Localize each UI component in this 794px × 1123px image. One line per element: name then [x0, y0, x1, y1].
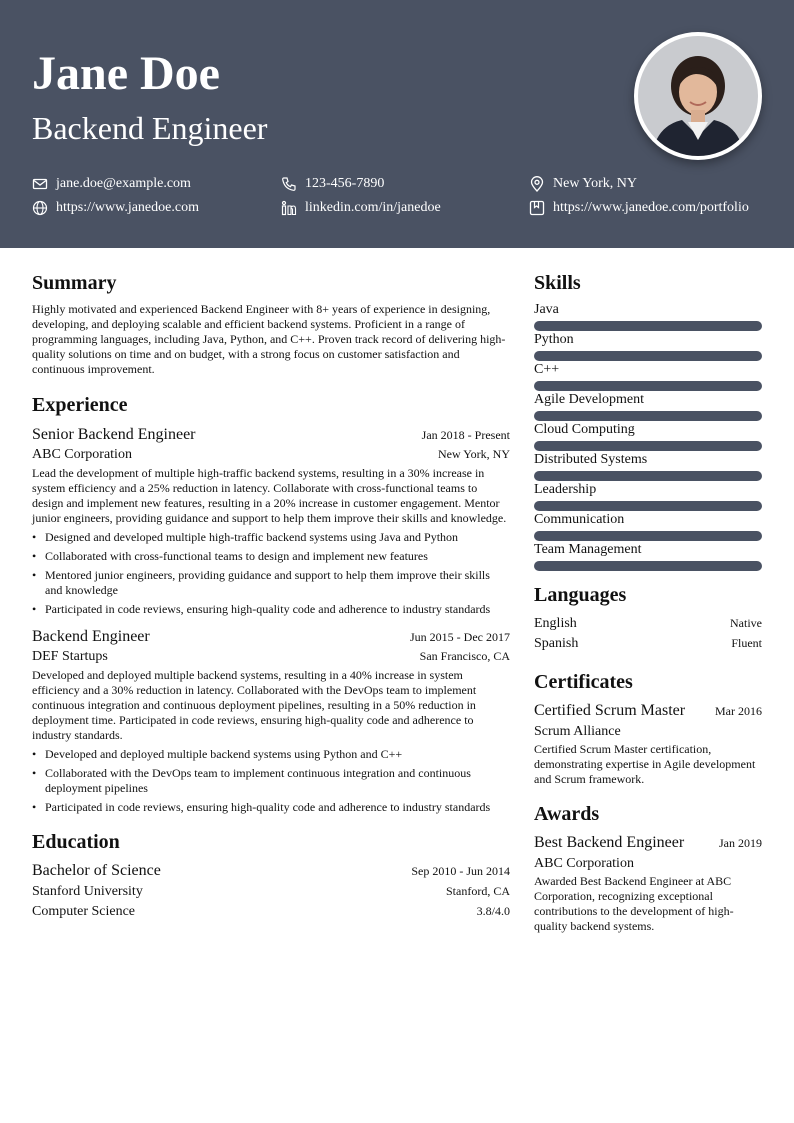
award-date: Jan 2019 — [719, 836, 762, 850]
globe-icon — [32, 200, 48, 216]
skill-name: Cloud Computing — [534, 422, 635, 437]
language-name: English — [534, 616, 577, 631]
skill-name: Agile Development — [534, 392, 645, 407]
certificate-description: Certified Scrum Master certification, demonstrating expertise in Agile development and Scrum framework. — [534, 742, 756, 786]
skills-section — [534, 270, 762, 570]
skill-item — [534, 480, 762, 510]
certificates-heading: Certificates — [534, 671, 633, 693]
skill-name: Java — [534, 302, 559, 317]
certificate-name: Certified Scrum Master — [534, 702, 686, 719]
candidate-name: Jane Doe — [32, 47, 220, 100]
skill-item — [534, 420, 762, 450]
contact-website-text: https://www.janedoe.com — [56, 200, 199, 215]
skill-item — [534, 540, 762, 570]
profile-photo — [634, 32, 762, 160]
list-item: • Developed and deployed multiple backend systems using Python and C++ — [32, 747, 510, 762]
list-item: • Participated in code reviews, ensuring high-quality code and adherence to industry standards — [32, 800, 510, 815]
portfolio-icon — [529, 200, 545, 216]
language-name: Spanish — [534, 636, 579, 651]
experience-entry — [32, 627, 510, 815]
languages-section — [534, 582, 762, 653]
gpa: 3.8/4.0 — [476, 904, 510, 918]
list-item: • Mentored junior engineers, providing guidance and support to help them improve their skills and knowledge — [32, 568, 510, 598]
skills-list — [534, 300, 762, 570]
skill-item — [534, 330, 762, 360]
skill-item — [534, 450, 762, 480]
contact-email[interactable] — [32, 174, 191, 194]
candidate-title: Backend Engineer — [32, 110, 268, 146]
right-column — [534, 270, 762, 934]
awards-heading: Awards — [534, 803, 600, 825]
job-description: Lead the development of multiple high-traffic backend systems, resulting in a 30% increase in system efficiency and a 25% reduction in latency. Collaborate with cross-functional teams to design and implement new features, resulting in a 20% increase in customer engagement. Mentor junior engineers, providing guidance and support to help them improve their skills and knowledge. — [32, 466, 507, 525]
list-item: • Designed and developed multiple high-traffic backend systems using Java and Python — [32, 530, 510, 545]
job-dates: Jan 2018 - Present — [421, 428, 510, 442]
contact-location-text: New York, NY — [553, 176, 638, 191]
experience-section — [32, 392, 510, 815]
job-bullets — [32, 747, 510, 815]
skill-item — [534, 510, 762, 540]
resume-header — [0, 0, 794, 248]
contact-portfolio[interactable] — [529, 198, 749, 218]
awards-section — [534, 801, 762, 934]
school: Stanford University — [32, 884, 143, 899]
language-level: Fluent — [731, 636, 762, 650]
contact-location — [529, 174, 637, 194]
job-company: DEF Startups — [32, 649, 108, 664]
contact-phone[interactable] — [281, 174, 384, 194]
language-item — [534, 634, 762, 653]
skill-name: C++ — [534, 362, 560, 377]
award-name: Best Backend Engineer — [534, 834, 685, 851]
skill-name: Distributed Systems — [534, 452, 648, 467]
left-column — [32, 270, 510, 921]
field-of-study: Computer Science — [32, 904, 136, 919]
contact-portfolio-text: https://www.janedoe.com/portfolio — [553, 200, 749, 215]
contact-phone-text: 123-456-7890 — [305, 176, 385, 191]
list-item: • Participated in code reviews, ensuring high-quality code and adherence to industry standards — [32, 602, 510, 617]
location-pin-icon — [529, 176, 545, 192]
skill-level-track — [534, 561, 762, 571]
job-location: New York, NY — [437, 447, 510, 461]
contact-linkedin-text: linkedin.com/in/janedoe — [305, 200, 441, 215]
summary-heading: Summary — [32, 272, 117, 294]
list-item: • Collaborated with the DevOps team to implement continuous integration and continuous deployment pipelines — [32, 766, 510, 796]
certificate-entry — [534, 701, 762, 787]
phone-icon — [281, 176, 297, 192]
contact-email-text: jane.doe@example.com — [56, 176, 191, 191]
job-title: Backend Engineer — [32, 628, 150, 645]
contact-website[interactable] — [32, 198, 199, 218]
job-dates: Jun 2015 - Dec 2017 — [410, 630, 510, 644]
job-location: San Francisco, CA — [419, 649, 510, 663]
job-title: Senior Backend Engineer — [32, 426, 196, 443]
skill-item — [534, 300, 762, 330]
certificate-issuer: Scrum Alliance — [534, 724, 621, 739]
certificate-date: Mar 2016 — [715, 704, 762, 718]
certificates-section — [534, 669, 762, 787]
experience-heading: Experience — [32, 394, 128, 416]
education-dates: Sep 2010 - Jun 2014 — [411, 864, 510, 878]
skill-name: Communication — [534, 512, 625, 527]
skill-name: Python — [534, 332, 574, 347]
skill-name: Leadership — [534, 482, 597, 497]
education-section — [32, 829, 510, 921]
summary-text: Highly motivated and experienced Backend Engineer with 8+ years of experience in designing, developing, and deploying scalable and efficient backend systems. Proficient in a range of programming languages, including Java, Python, and C++. Proven track record of delivering high-quality solutions on time and on budget, with a strong focus on customer satisfaction and continuous improvement. — [32, 302, 506, 376]
linkedin-icon — [281, 200, 297, 216]
education-heading: Education — [32, 831, 120, 853]
education-entry — [32, 861, 510, 921]
summary-section — [32, 270, 510, 377]
skill-name: Team Management — [534, 542, 642, 557]
skills-heading: Skills — [534, 272, 581, 294]
job-description: Developed and deployed multiple backend systems, resulting in a 40% increase in system efficiency and a 30% reduction in latency. Collaborated with the DevOps team to implement continuous integration and continuous deployment pipelines, resulting in a 50% reduction in deployment time. Participated in code reviews, ensuring high-quality code and adherence to industry standards. — [32, 668, 477, 742]
experience-entry — [32, 425, 510, 617]
skill-item — [534, 390, 762, 420]
job-bullets — [32, 530, 510, 617]
profile-photo-image — [638, 36, 758, 156]
list-item: • Collaborated with cross-functional teams to design and implement new features — [32, 549, 510, 564]
school-location: Stanford, CA — [446, 884, 510, 898]
job-company: ABC Corporation — [32, 447, 132, 462]
language-level: Native — [730, 616, 762, 630]
award-description: Awarded Best Backend Engineer at ABC Corporation, recognizing exceptional contributions to the development of high-quality backend systems. — [534, 874, 734, 933]
language-item — [534, 614, 762, 633]
award-entry — [534, 833, 762, 934]
mail-icon — [32, 176, 48, 192]
degree: Bachelor of Science — [32, 862, 161, 879]
contact-linkedin[interactable] — [281, 198, 441, 218]
skill-item — [534, 360, 762, 390]
award-issuer: ABC Corporation — [534, 856, 634, 871]
skill-level-bar — [534, 561, 762, 571]
languages-heading: Languages — [534, 584, 627, 606]
